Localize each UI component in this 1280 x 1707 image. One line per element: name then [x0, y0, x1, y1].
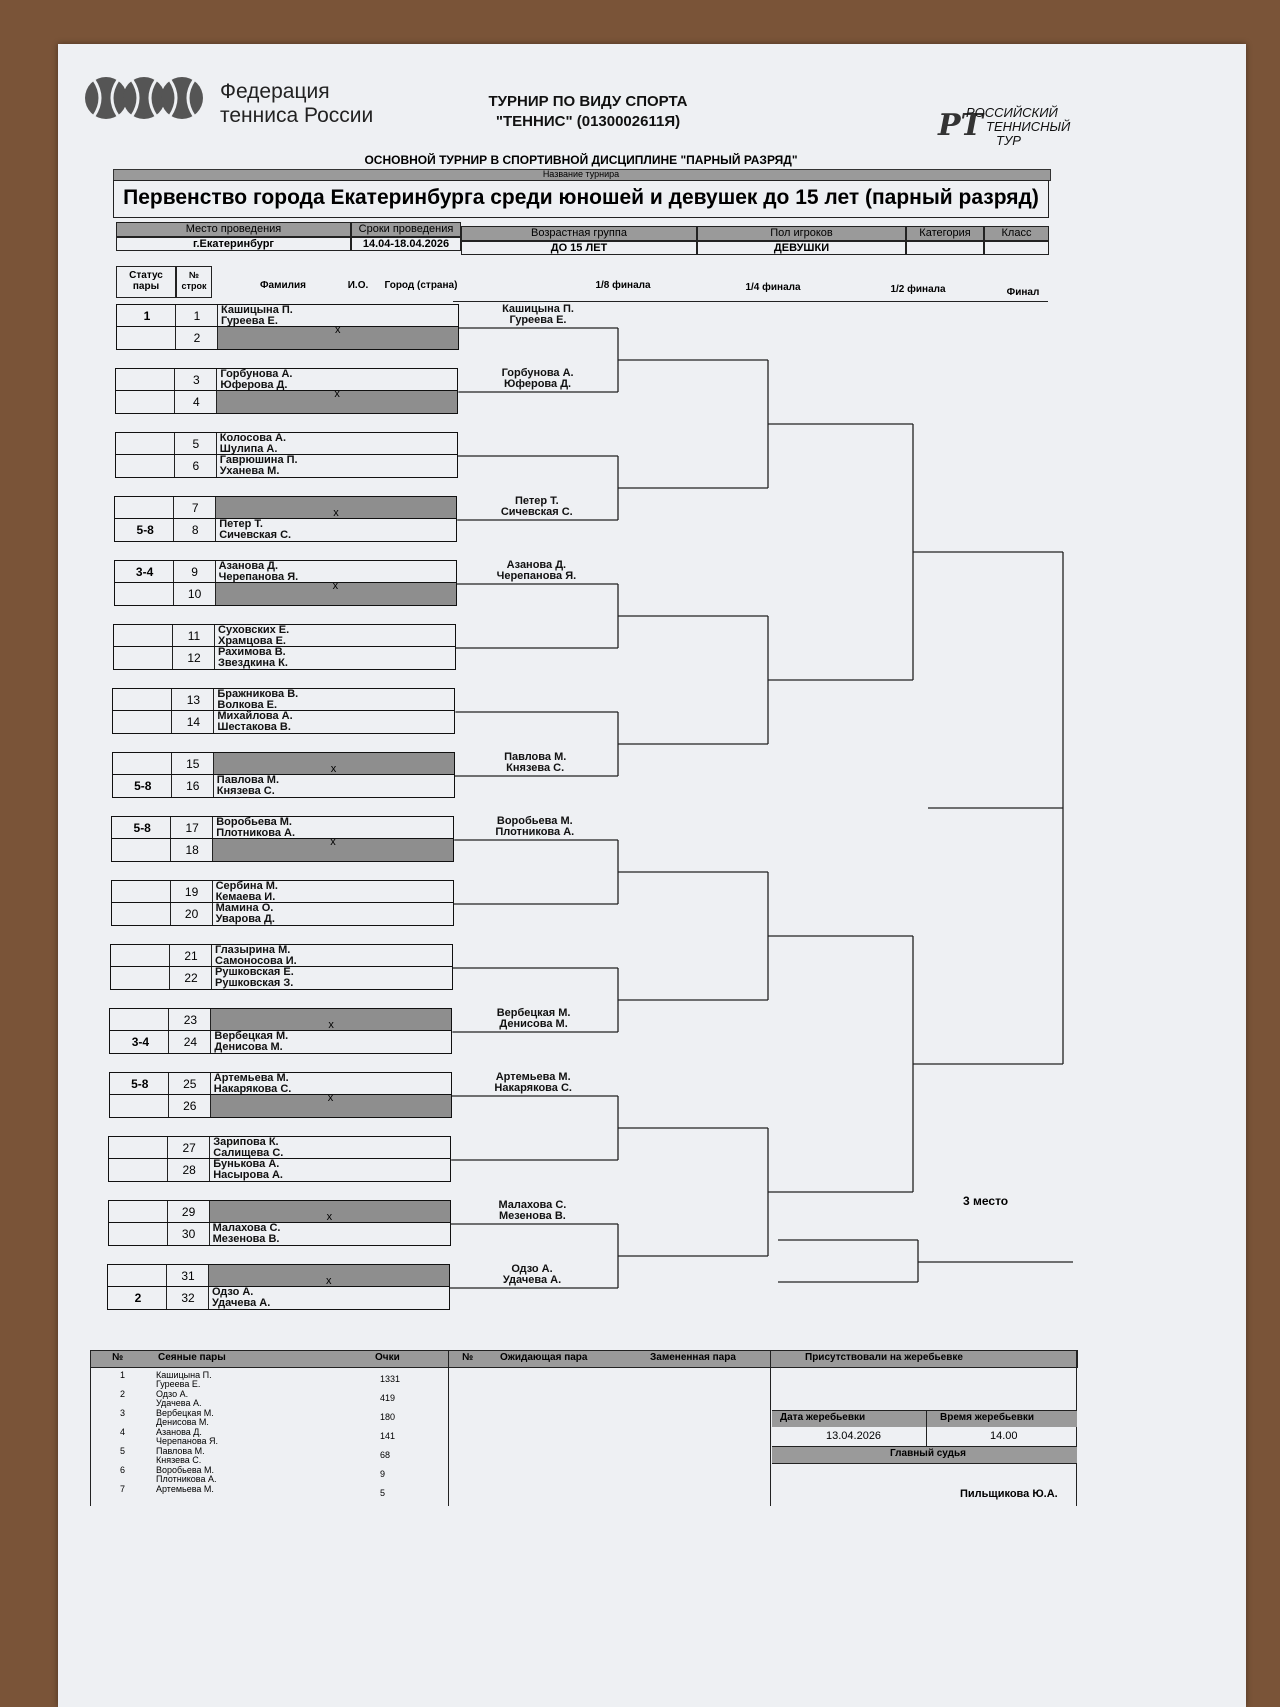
player-name: Шестакова В. — [217, 721, 291, 733]
round1-winner — [480, 816, 590, 838]
round1-winner — [483, 368, 593, 390]
winner-name: Воробьева М. — [496, 815, 573, 827]
seed-number: 6 — [120, 1465, 126, 1475]
chief-label: Главный судья — [890, 1448, 966, 1459]
player-name: Князева С. — [216, 785, 275, 797]
seeds-n-head: № — [112, 1352, 124, 1363]
winner-name: Павлова М. — [504, 751, 567, 763]
player-name: Звездкина К. — [218, 657, 288, 669]
chief-value: Пильщикова Ю.А. — [960, 1488, 1058, 1500]
player-name: Михайлова А. — [217, 710, 293, 722]
seed-points: 9 — [380, 1469, 386, 1479]
tournament-name: Первенство города Екатеринбурга среди юношей и девушек до 15 лет (парный разряд) — [113, 180, 1049, 218]
seed-player-b: Гуреева Е. — [156, 1379, 201, 1389]
row-number: 23 — [183, 1013, 198, 1027]
draw-date-value: 13.04.2026 — [826, 1430, 882, 1442]
winner-name: Одзо А. — [511, 1263, 553, 1275]
round1-winner — [481, 560, 591, 582]
player-name: Вербецкая М. — [214, 1030, 289, 1042]
winner-name: Артемьева М. — [495, 1071, 571, 1083]
winner-name: Денисова М. — [499, 1018, 568, 1030]
sf-col-head: 1/2 финала — [890, 284, 946, 295]
row-number: 1 — [193, 309, 201, 323]
player-name: Петер Т. — [219, 518, 263, 530]
seed-points: 419 — [380, 1393, 396, 1403]
round1-winner — [477, 1264, 587, 1286]
row-number: 19 — [184, 885, 199, 899]
gender-label: Пол игроков — [697, 226, 906, 241]
bye-mark: x — [326, 1275, 332, 1287]
player-name: Сичевская С. — [219, 529, 292, 541]
row-number: 20 — [184, 907, 199, 921]
seed-player-a: Артемьева М. — [156, 1484, 214, 1494]
row-number: 10 — [187, 587, 202, 601]
player-name: Накарякова С. — [213, 1083, 292, 1095]
rtt-line1: РОССИЙСКИЙ — [966, 105, 1058, 120]
player-name: Салищева С. — [213, 1147, 284, 1159]
seed-number: 2 — [120, 1389, 126, 1399]
seed-player-a: Воробьева М. — [156, 1465, 215, 1475]
draw-sheet — [58, 44, 1246, 1707]
winner-name: Юферова Д. — [504, 378, 572, 390]
seed-points: 1331 — [380, 1374, 401, 1384]
player-name: Горбунова А. — [220, 368, 293, 380]
rtt-line3: ТУР — [996, 133, 1021, 148]
player-name: Кемаева И. — [215, 891, 276, 903]
seed-player-a: Вербецкая М. — [156, 1408, 214, 1418]
row-number: 14 — [186, 715, 201, 729]
winner-name: Мезенова В. — [498, 1210, 566, 1222]
row-number: 17 — [185, 821, 199, 835]
player-name: Рушковская З. — [215, 977, 294, 989]
player-name: Бражникова В. — [217, 688, 299, 700]
row-number: 31 — [181, 1269, 195, 1283]
row-number: 16 — [186, 779, 200, 793]
round1-winner — [477, 1200, 587, 1222]
row-number: 2 — [193, 331, 201, 345]
sport-header-line2: "ТЕННИС" (0130002611Я) — [495, 113, 681, 130]
row-number: 24 — [183, 1035, 198, 1049]
draw-date-label: Дата жеребьевки — [780, 1412, 866, 1423]
seeds-waiting-head: Ожидающая пара — [500, 1352, 588, 1363]
category-label: Категория — [906, 226, 984, 241]
seed-points: 68 — [380, 1450, 391, 1460]
round1-winner — [479, 1008, 589, 1030]
venue-value: г.Екатеринбург — [116, 237, 351, 251]
row-number: 3 — [193, 373, 200, 387]
player-name: Павлова М. — [216, 774, 280, 786]
seed-number: 1 — [120, 1370, 126, 1380]
rownum-head-text: № строк — [181, 270, 207, 291]
player-name: Артемьева М. — [213, 1072, 289, 1084]
bye-mark: x — [332, 580, 339, 592]
seed-player-b: Князева С. — [156, 1455, 202, 1465]
player-name: Воробьева М. — [216, 816, 292, 828]
class-label: Класс — [984, 226, 1049, 241]
player-name: Колосова А. — [219, 432, 287, 444]
pair-status: 3-4 — [131, 1035, 150, 1049]
r16-col-head: 1/8 финала — [595, 280, 651, 291]
pair-status: 5-8 — [133, 821, 151, 835]
player-name: Плотникова А. — [216, 827, 296, 839]
row-number: 5 — [192, 437, 200, 451]
player-name: Бунькова А. — [213, 1158, 280, 1170]
row-number: 21 — [184, 949, 198, 963]
player-name: Суховских Е. — [218, 624, 290, 636]
row-number: 8 — [191, 523, 199, 537]
bye-mark: x — [326, 1211, 333, 1223]
row-number: 28 — [182, 1163, 196, 1177]
player-name: Зарипова К. — [213, 1136, 279, 1148]
player-name: Самоносова И. — [215, 955, 297, 967]
seeds-present-head: Присутствовали на жеребьевке — [805, 1352, 963, 1363]
seed-player-b: Черепанова Я. — [156, 1436, 219, 1446]
seed-points: 5 — [380, 1488, 386, 1498]
row-number: 12 — [187, 651, 201, 665]
status-head-text: Статус пары — [129, 270, 163, 292]
seed-player-a: Павлова М. — [156, 1446, 205, 1456]
draw-time-value: 14.00 — [990, 1430, 1018, 1442]
seed-points: 141 — [380, 1431, 396, 1441]
winner-name: Удачева А. — [502, 1274, 562, 1286]
row-number: 18 — [185, 843, 199, 857]
bye-mark: x — [333, 507, 339, 519]
row-number: 22 — [184, 971, 198, 985]
bye-mark: x — [330, 763, 337, 775]
round1-winner — [482, 496, 592, 518]
federation-line1: Федерация — [220, 80, 330, 103]
bye-mark: x — [330, 836, 336, 848]
row-number: 29 — [181, 1205, 196, 1219]
main-title: ОСНОВНОЙ ТУРНИР В СПОРТИВНОЙ ДИСЦИПЛИНЕ "ПАРНЫЙ РАЗРЯД" — [364, 153, 798, 167]
gender-value: ДЕВУШКИ — [697, 241, 906, 255]
row-number: 11 — [187, 629, 201, 643]
round1-winner — [478, 1072, 588, 1094]
player-name: Насырова А. — [213, 1169, 283, 1181]
dates-label: Сроки проведения — [351, 222, 461, 237]
player-name: Глазырина М. — [215, 944, 291, 956]
seeds-table — [90, 1350, 1080, 1707]
winner-name: Плотникова А. — [495, 826, 575, 838]
player-name: Шулипа А. — [219, 443, 278, 455]
player-name: Денисова М. — [214, 1041, 283, 1053]
pair-status: 1 — [143, 309, 151, 323]
city-col-head: Город (страна) — [384, 280, 458, 291]
player-name: Удачева А. — [212, 1297, 271, 1309]
winner-name: Сичевская С. — [500, 506, 573, 518]
winner-name: Малахова С. — [498, 1199, 567, 1211]
winner-name: Накарякова С. — [494, 1082, 572, 1094]
round1-winner — [483, 304, 593, 326]
seed-number: 3 — [120, 1408, 126, 1418]
winner-name: Вербецкая М. — [496, 1007, 571, 1019]
row-number: 27 — [182, 1141, 196, 1155]
winner-name: Кашицына П. — [502, 303, 574, 315]
player-name: Мезенова В. — [212, 1233, 280, 1245]
seed-player-a: Одзо А. — [156, 1389, 189, 1399]
seed-player-a: Азанова Д. — [156, 1427, 202, 1437]
player-name: Рушковская Е. — [215, 966, 294, 978]
seed-number: 4 — [120, 1427, 126, 1437]
seed-points: 180 — [380, 1412, 396, 1422]
winner-name: Гуреева Е. — [509, 314, 567, 326]
player-name: Волкова Е. — [217, 699, 278, 711]
winner-name: Горбунова А. — [501, 367, 574, 379]
player-name: Азанова Д. — [218, 560, 279, 572]
player-name: Черепанова Я. — [218, 571, 299, 583]
player-name: Гаврюшина П. — [219, 454, 298, 466]
age-label: Возрастная группа — [461, 226, 697, 241]
player-name: Рахимова В. — [218, 646, 286, 658]
player-name: Уханева М. — [219, 465, 280, 477]
player-name: Юферова Д. — [220, 379, 288, 391]
seed-number: 7 — [120, 1484, 126, 1494]
bye-mark: x — [335, 324, 341, 336]
bracket-lines — [58, 44, 1246, 1364]
seed-player-b: Денисова М. — [156, 1417, 209, 1427]
sport-header-line1: ТУРНИР ПО ВИДУ СПОРТА — [488, 93, 688, 110]
venue-label: Место проведения — [116, 222, 351, 237]
winner-name: Князева С. — [506, 762, 565, 774]
seed-player-b: Удачева А. — [156, 1398, 202, 1408]
player-name: Гуреева Е. — [221, 315, 278, 327]
player-name: Уварова Д. — [215, 913, 275, 925]
row-number: 25 — [183, 1077, 197, 1091]
row-number: 32 — [181, 1291, 195, 1305]
player-name: Сербина М. — [215, 880, 278, 892]
qf-col-head: 1/4 финала — [745, 282, 801, 293]
bye-mark: x — [328, 1019, 334, 1031]
winner-name: Петер Т. — [514, 495, 559, 507]
federation-line2: тенниса России — [220, 104, 374, 127]
player-name: Малахова С. — [212, 1222, 281, 1234]
row-number: 7 — [191, 501, 199, 515]
final-col-head: Финал — [1006, 287, 1040, 298]
winner-name: Черепанова Я. — [496, 570, 577, 582]
rtt-logo-icon: РТ — [938, 108, 983, 143]
seeds-n2-head: № — [462, 1352, 474, 1363]
row-number: 26 — [183, 1099, 197, 1113]
row-number: 9 — [191, 565, 198, 579]
player-name: Кашицына П. — [221, 304, 293, 316]
seeds-pair-head: Сеяные пары — [158, 1352, 226, 1363]
pair-status: 3-4 — [135, 565, 154, 579]
third-place-label: 3 место — [963, 1194, 1009, 1208]
player-name: Храмцова Е. — [218, 635, 286, 647]
pair-status: 2 — [134, 1291, 142, 1305]
pair-status: 5-8 — [134, 779, 152, 793]
dates-value: 14.04-18.04.2026 — [351, 237, 461, 251]
pair-status: 5-8 — [136, 523, 154, 537]
round1-winner — [480, 752, 590, 774]
row-number: 13 — [186, 693, 201, 707]
rtt-line2: ТЕННИСНЫЙ — [986, 119, 1071, 134]
pair-status: 5-8 — [131, 1077, 149, 1091]
row-number: 6 — [192, 459, 200, 473]
seed-player-b: Плотникова А. — [156, 1474, 217, 1484]
draw-time-label: Время жеребьевки — [940, 1412, 1035, 1423]
io-col-head: И.О. — [347, 280, 369, 291]
row-number: 4 — [193, 395, 200, 409]
player-name: Мамина О. — [215, 902, 274, 914]
seeds-replaced-head: Замененная пара — [650, 1352, 736, 1363]
row-number: 15 — [186, 757, 200, 771]
row-number: 30 — [181, 1227, 196, 1241]
bye-mark: x — [334, 388, 340, 400]
third-place-bracket — [778, 1232, 1078, 1292]
tournament-name-label: Название турнира — [542, 169, 620, 179]
seed-player-a: Кашицына П. — [156, 1370, 212, 1380]
seeds-points-head: Очки — [375, 1352, 400, 1363]
age-value: ДО 15 ЛЕТ — [461, 241, 697, 255]
player-name: Одзо А. — [212, 1286, 254, 1298]
winner-name: Азанова Д. — [506, 559, 567, 571]
surname-col-head: Фамилия — [260, 280, 306, 291]
bye-mark: x — [327, 1092, 334, 1104]
seed-number: 5 — [120, 1446, 126, 1456]
